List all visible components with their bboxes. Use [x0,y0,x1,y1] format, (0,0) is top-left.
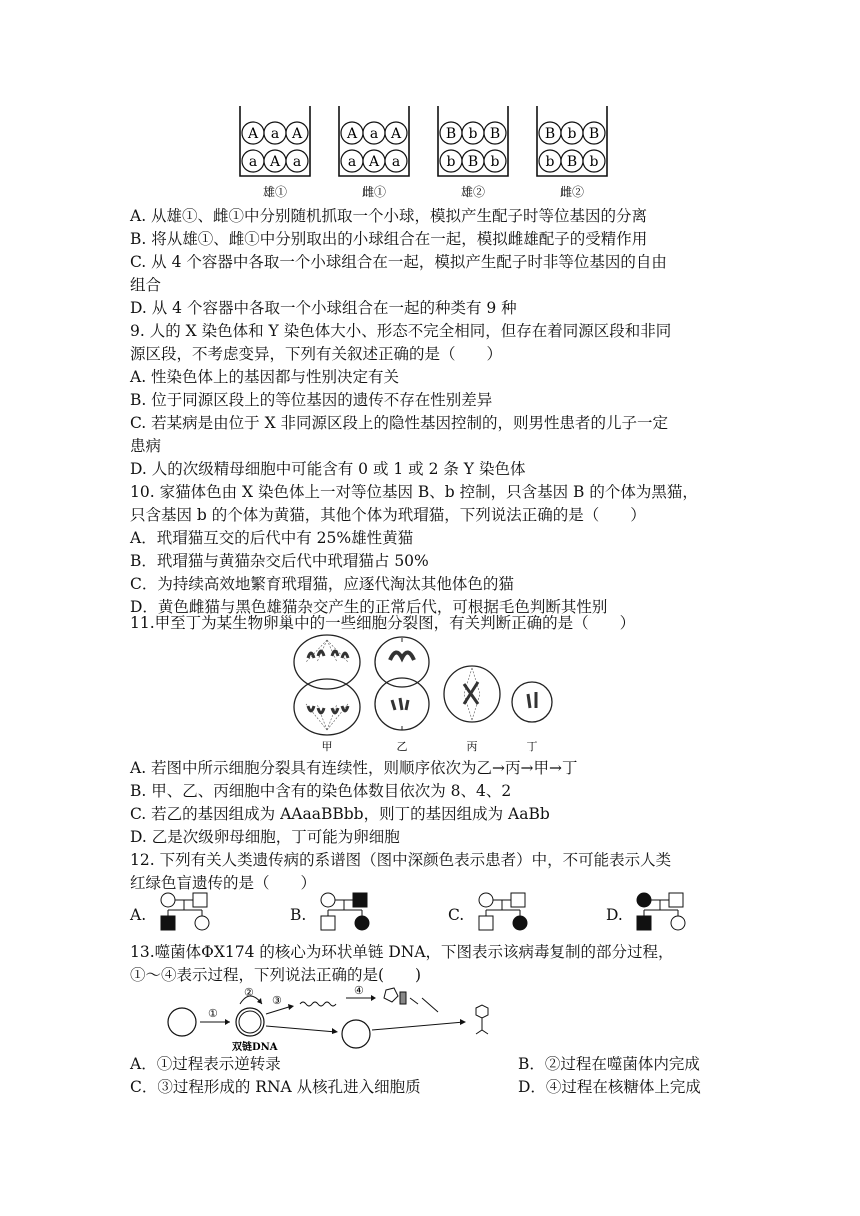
q9-stem-2: 源区段，不考虑变异，下列有关叙述正确的是（ ） [130,345,503,363]
allele-letter: a [248,154,258,170]
q12-option-a-label: A. [130,906,147,924]
q10-option-c: C．为持续高效地繁育玳瑁猫，应逐代淘汰其他体色的猫 [130,575,514,593]
q9-option-d: D. 人的次级精母细胞中可能含有 0 或 1 或 2 条 Y 染色体 [130,460,526,478]
allele-letter: A [346,126,358,142]
q9-stem-1: 9. 人的 X 染色体和 Y 染色体大小、形态不完全相同，但存在着同源区段和非同 [130,322,672,340]
q10-stem-2: 只含基因 b 的个体为黄猫，其他个体为玳瑁猫，下列说法正确的是（ ） [130,506,646,524]
circular-dsdna [236,1008,264,1036]
cell-label-jia: 甲 [321,740,333,753]
q12-pedigree-b [310,890,380,938]
q13-option-c: C．③过程形成的 RNA 从核孔进入细胞质 [130,1078,421,1096]
container-label: 雌① [361,185,387,199]
allele-letter: b [589,154,599,170]
q9-option-b: B. 位于同源区段上的等位基因的遗传不存在性别差异 [130,391,493,409]
q11-cell-division-figure [292,634,572,754]
q13-stem-2: ①～④表示过程，下列说法正确的是( ) [130,966,422,984]
ball-container [240,106,310,199]
cell-label-ding: 丁 [526,740,538,753]
q12-pedigree-a [150,890,220,938]
q9-option-c-cont: 患病 [130,437,162,455]
cell-label-yi: 乙 [396,740,408,753]
allele-letter: b [468,126,478,142]
q8-option-b: B. 将从雄①、雌①中分别取出的小球组合在一起，模拟雌雄配子的受精作用 [130,230,648,248]
q9-option-a: A. 性染色体上的基因都与性别决定有关 [130,368,400,386]
allele-letter: a [270,126,280,142]
cell-bing [444,666,500,722]
allele-letter: A [291,126,303,142]
q13-replication-figure [160,984,500,1056]
cell-jia [294,635,360,735]
q12-pedigree-d [626,890,696,938]
q11-option-a: A. 若图中所示细胞分裂具有连续性，则顺序依次为乙→丙→甲→丁 [130,759,578,777]
cell-yi [375,637,429,730]
q8-option-c-cont: 组合 [130,276,162,294]
q12-stem-1: 12. 下列有关人类遗传病的系谱图（图中深颜色表示患者）中，不可能表示人类 [130,851,672,869]
q11-option-c: C. 若乙的基因组成为 AAaaBBbb，则丁的基因组成为 AaBb [130,805,550,823]
allele-letter: b [490,154,500,170]
circular-ssdna [168,1008,196,1036]
allele-letter: B [445,126,457,142]
q12-option-c-label: C. [448,906,465,924]
allele-letter: A [247,126,259,142]
ball-container [438,106,508,199]
q11-stem: 11.甲至丁为某生物卵巢中的一些细胞分裂图，有关判断正确的是（ ） [130,614,636,632]
q13-option-a: A．①过程表示逆转录 [130,1055,281,1073]
progeny-ssdna [342,1020,370,1048]
label-process-2: ② [244,986,254,999]
allele-letter: B [566,154,578,170]
allele-letter: a [292,154,302,170]
cell-label-bing: 丙 [466,740,478,753]
q13-option-d: D．④过程在核糖体上完成 [518,1078,701,1096]
allele-letter: b [545,154,555,170]
ball-container [537,106,607,199]
q8-option-c: C. 从 4 个容器中各取一个小球组合在一起，模拟产生配子时非等位基因的自由 [130,253,667,271]
allele-letter: B [489,126,501,142]
q13-stem-1: 13.噬菌体ΦX174 的核心为环状单链 DNA，下图表示该病毒复制的部分过程， [130,943,674,961]
q13-option-b: B．②过程在噬菌体内完成 [518,1055,700,1073]
container-label: 雄② [460,185,486,199]
label-process-4: ④ [354,984,364,997]
q8-containers-drawing [236,104,636,200]
allele-letter: A [368,154,380,170]
allele-letter: b [446,154,456,170]
allele-letter: a [347,154,357,170]
q10-option-a: A．玳瑁猫互交的后代中有 25%雄性黄猫 [130,529,414,547]
container-label: 雌② [559,185,585,199]
q9-option-c: C. 若某病是由位于 X 非同源区段上的隐性基因控制的，则男性患者的儿子一定 [130,414,669,432]
cell-ding [512,682,552,722]
q11-option-d: D. 乙是次级卵母细胞，丁可能为卵细胞 [130,828,400,846]
q12-option-d-label: D. [606,906,623,924]
container-label: 雄① [262,185,288,199]
allele-letter: B [588,126,600,142]
q8-option-a: A. 从雄①、雌①中分别随机抓取一个小球，模拟产生配子时等位基因的分离 [130,207,648,225]
phage-icon [476,1005,488,1018]
q10-stem-1: 10. 家猫体色由 X 染色体上一对等位基因 B、b 控制，只含基因 B 的个体为黑猫， [130,483,698,501]
q12-pedigree-c [468,890,538,938]
q12-option-b-label: B. [290,906,307,924]
allele-letter: b [567,126,577,142]
allele-letter: A [390,126,402,142]
label-process-3: ③ [272,994,282,1007]
label-process-1: ① [208,1007,218,1020]
allele-letter: A [269,154,281,170]
q10-option-b: B．玳瑁猫与黄猫杂交后代中玳瑁猫占 50% [130,552,429,570]
q11-option-b: B. 甲、乙、丙细胞中含有的染色体数目依次为 8、4、2 [130,782,512,800]
allele-letter: a [391,154,401,170]
allele-letter: B [544,126,556,142]
allele-letter: a [369,126,379,142]
q8-option-d: D. 从 4 个容器中各取一个小球组合在一起的种类有 9 种 [130,299,517,317]
q10-option-d: D．黄色雌猫与黑色雄猫杂交产生的正常后代，可根据毛色判断其性别 [130,598,608,616]
label-dsdna: 双链DNA [232,1042,278,1053]
ball-container [339,106,409,199]
allele-letter: B [467,154,479,170]
q12-stem-2: 红绿色盲遗传的是（ ） [130,874,317,892]
